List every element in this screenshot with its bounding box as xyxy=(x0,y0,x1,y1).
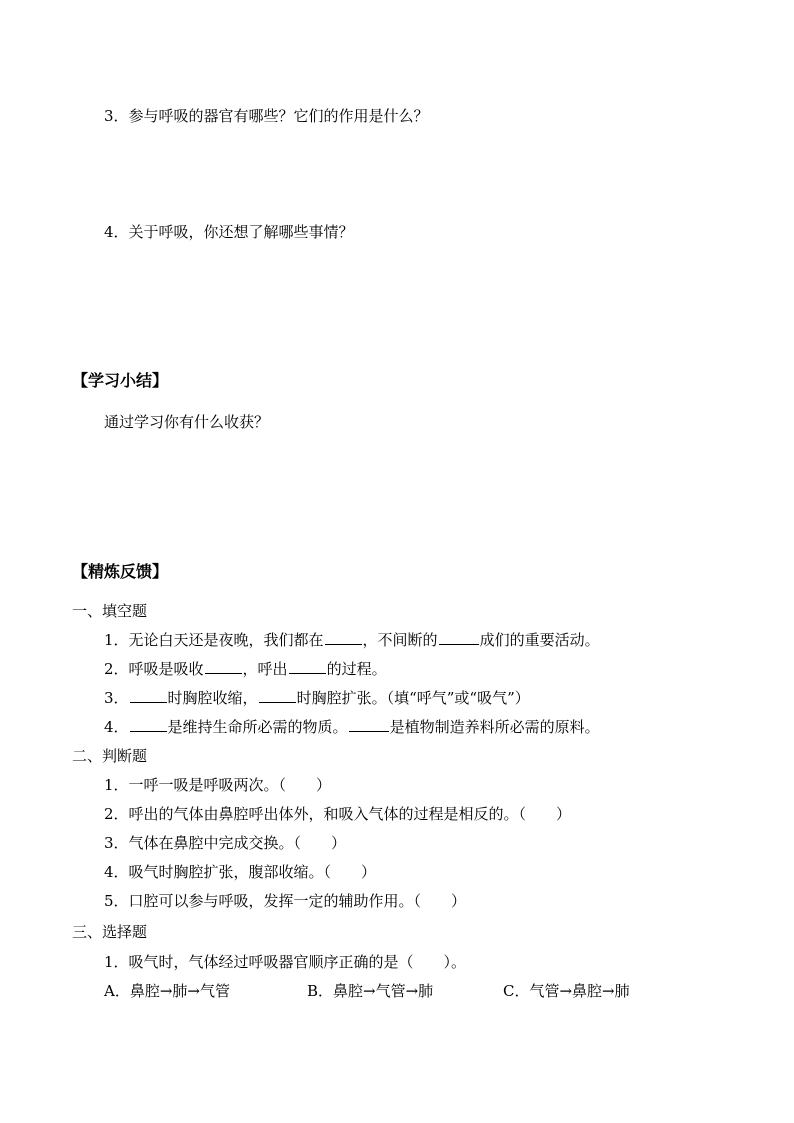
fill-in-q4 xyxy=(104,717,600,737)
fill-in-q1-part-b: ，不间断的 xyxy=(362,631,438,649)
true-false-q5-text: 5．口腔可以参与呼吸，发挥一定的辅助作用。（ xyxy=(104,892,422,910)
fill-in-q2 xyxy=(104,659,387,679)
close-paren: ） xyxy=(361,863,377,881)
fill-in-q4-part-b: 是维持生命所必需的物质。 xyxy=(167,718,348,736)
true-false-q5 xyxy=(104,891,466,911)
true-false-q3 xyxy=(104,833,346,853)
true-false-q1-text: 1．一呼一吸是呼吸两次。（ xyxy=(104,776,287,794)
answer-blank[interactable] xyxy=(130,717,167,732)
option-c[interactable]: C．气管→鼻腔→肺 xyxy=(503,982,630,1000)
close-paren: ）。 xyxy=(443,953,467,971)
true-false-q2-text: 2．呼出的气体由鼻腔呼出体外，和吸入气体的过程是相反的。（ xyxy=(104,805,527,823)
fill-in-q1-part-a: 1．无论白天还是夜晚，我们都在 xyxy=(104,631,324,649)
answer-blank[interactable] xyxy=(205,659,242,674)
true-false-title: 二、判断题 xyxy=(72,747,148,765)
true-false-q2 xyxy=(104,804,571,824)
answer-blank[interactable] xyxy=(130,688,167,703)
answer-blank[interactable] xyxy=(439,630,479,645)
summary-prompt: 通过学习你有什么收获？ xyxy=(104,413,270,431)
answer-blank[interactable] xyxy=(349,717,389,732)
question-4: 4．关于呼吸，你还想了解哪些事情？ xyxy=(104,223,354,241)
true-false-q4 xyxy=(104,862,376,882)
fill-in-q2-part-c: 的过程。 xyxy=(326,660,387,678)
fill-in-q2-part-a: 2．呼吸是吸收 xyxy=(104,660,204,678)
fill-in-q3-part-b: 时胸腔收缩， xyxy=(167,689,258,707)
close-paren: ） xyxy=(451,892,467,910)
multiple-choice-title: 三、选择题 xyxy=(72,923,148,941)
fill-in-q4-part-c: 是植物制造养料所必需的原料。 xyxy=(389,718,600,736)
fill-in-q3-part-a: 3． xyxy=(104,689,129,707)
fill-in-q1 xyxy=(104,630,600,650)
fill-in-q2-part-b: ，呼出 xyxy=(242,660,288,678)
fill-in-q3 xyxy=(104,688,530,708)
multiple-choice-q1 xyxy=(104,952,466,972)
fill-in-q4-part-a: 4． xyxy=(104,718,129,736)
close-paren: ） xyxy=(316,776,332,794)
summary-heading: 【学习小结】 xyxy=(72,371,169,390)
option-a[interactable]: A．鼻腔→肺→气管 xyxy=(104,982,230,1000)
feedback-heading: 【精炼反馈】 xyxy=(72,562,169,581)
fill-in-q1-part-c: 成们的重要活动。 xyxy=(479,631,600,649)
fill-in-title: 一、填空题 xyxy=(72,602,148,620)
true-false-q1 xyxy=(104,775,331,795)
multiple-choice-q1-text: 1．吸气时，气体经过呼吸器官顺序正确的是（ xyxy=(104,953,414,971)
fill-in-q3-part-c: 时胸腔扩张。（填“呼气”或“吸气”） xyxy=(296,689,530,707)
option-b[interactable]: B．鼻腔→气管→肺 xyxy=(307,982,434,1000)
close-paren: ） xyxy=(556,805,572,823)
true-false-q4-text: 4．吸气时胸腔扩张，腹部收缩。（ xyxy=(104,863,332,881)
answer-blank[interactable] xyxy=(325,630,362,645)
close-paren: ） xyxy=(331,834,347,852)
true-false-q3-text: 3．气体在鼻腔中完成交换。（ xyxy=(104,834,302,852)
answer-blank[interactable] xyxy=(259,688,296,703)
question-3: 3．参与呼吸的器官有哪些？它们的作用是什么？ xyxy=(104,107,429,125)
answer-blank[interactable] xyxy=(289,659,326,674)
